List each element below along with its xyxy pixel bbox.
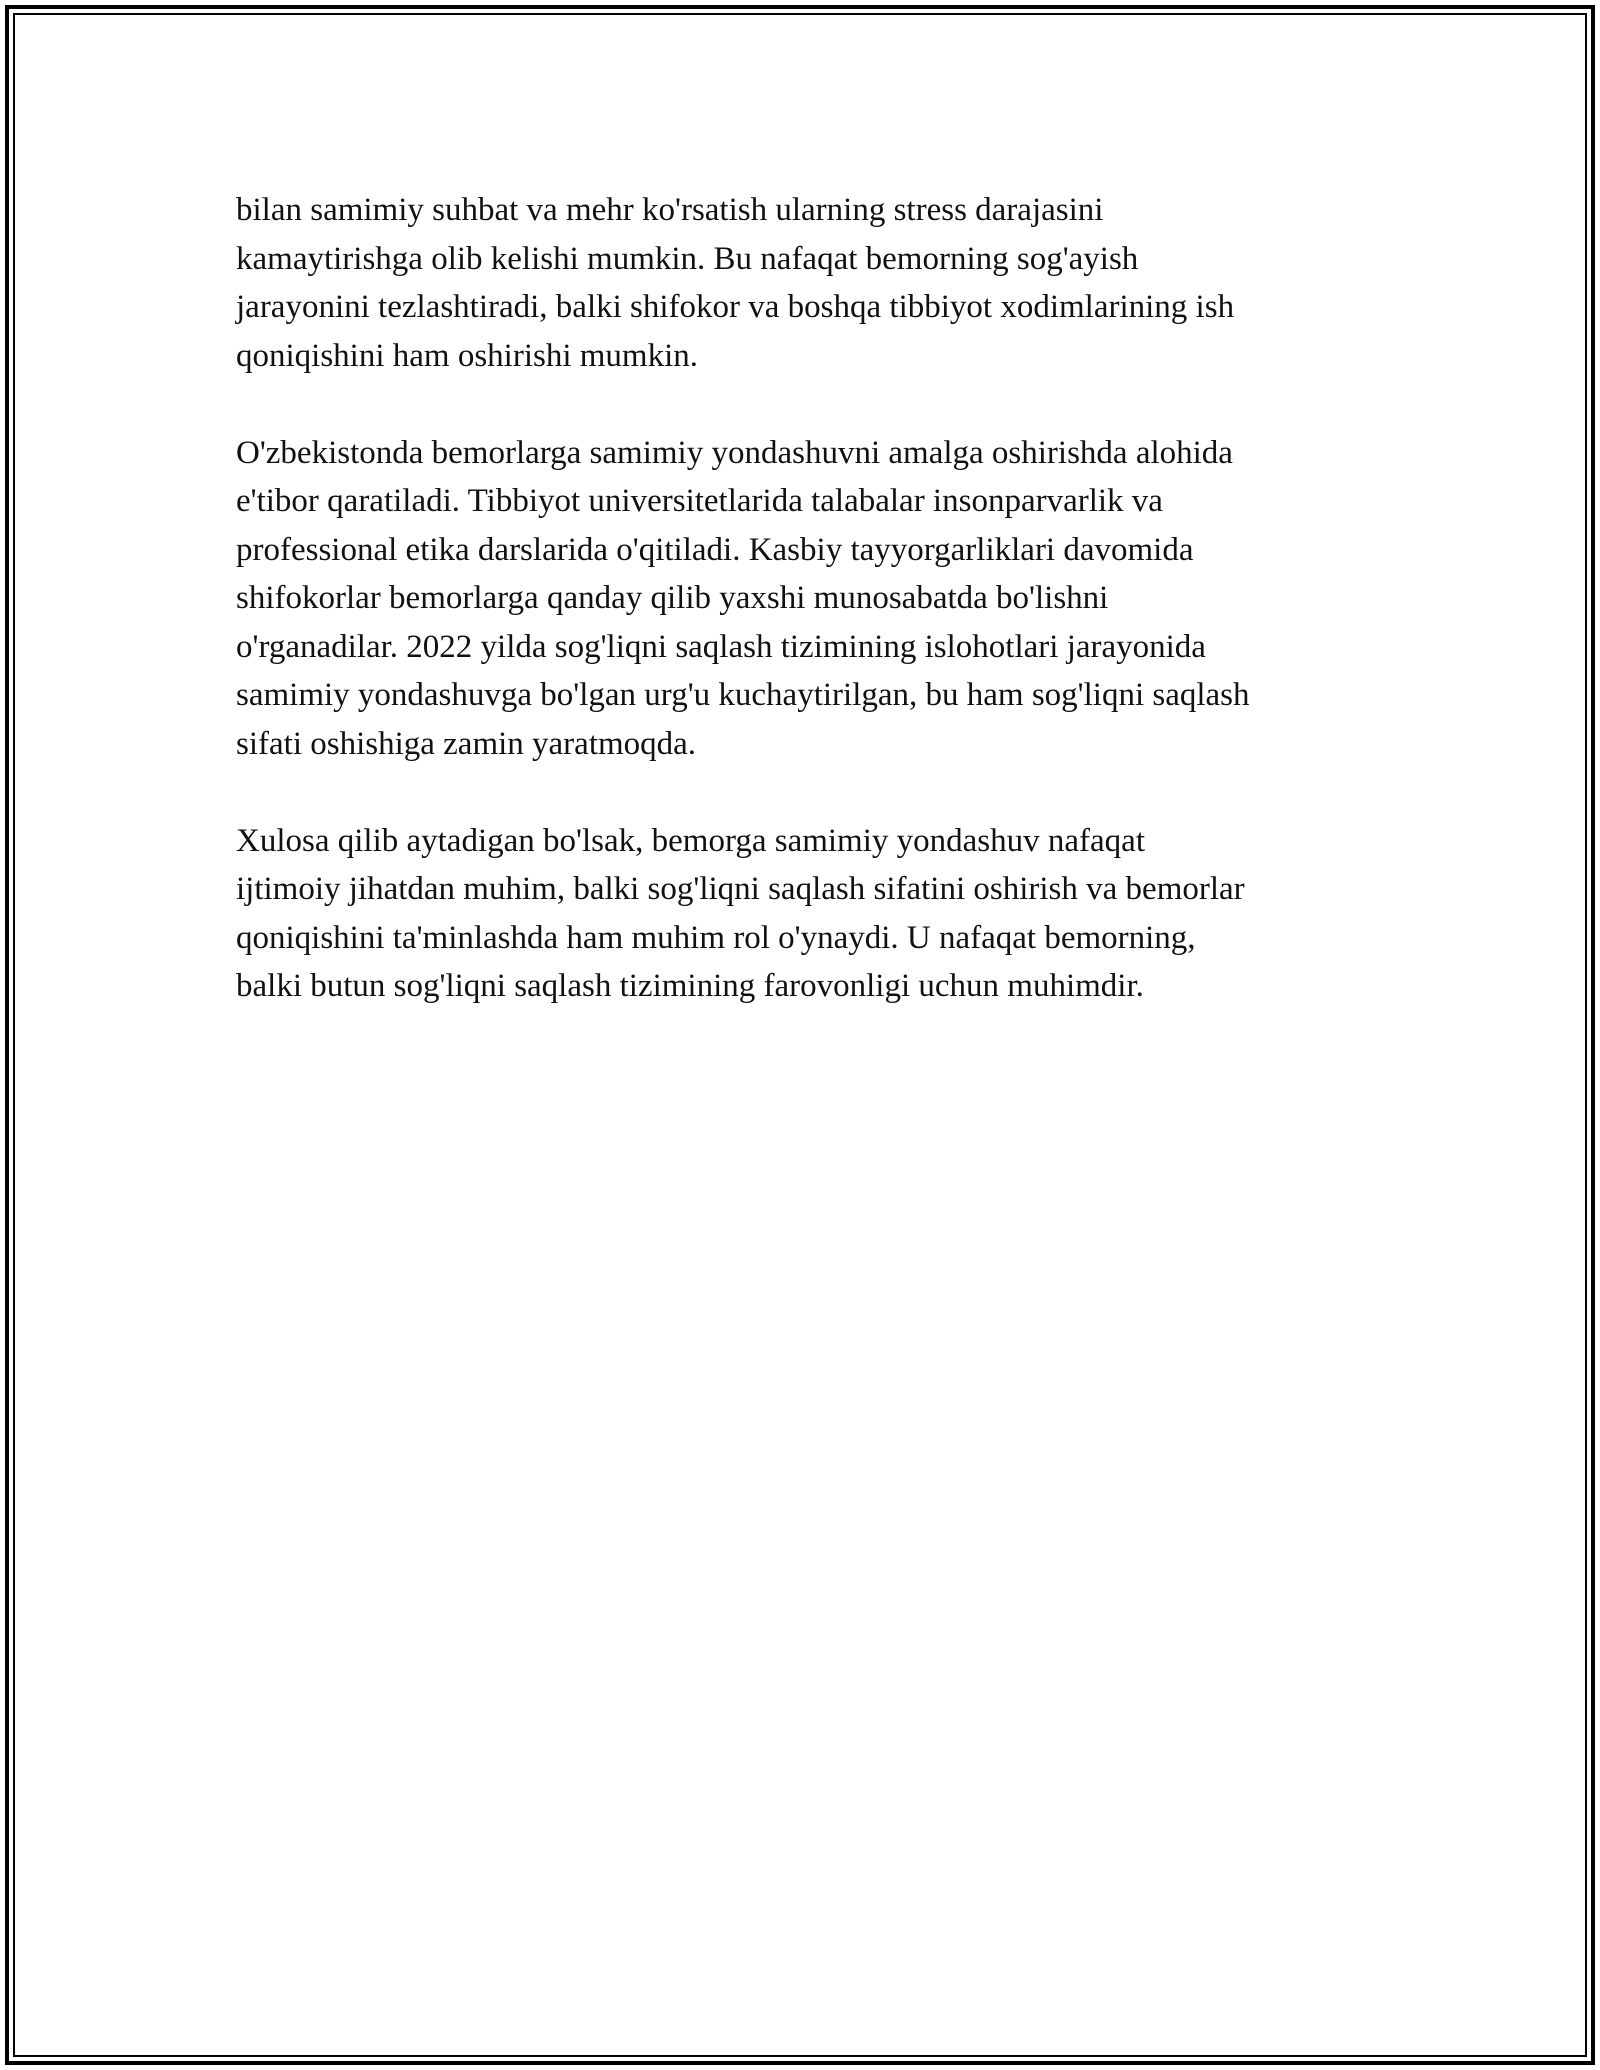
text-line: balki butun sog'liqni saqlash tizimining farovonligi uchun muhimdir. xyxy=(236,968,1144,1004)
text-line: sifati oshishiga zamin yaratmoqda. xyxy=(236,725,697,762)
text-line: kamaytirishga olib kelishi mumkin. Bu nafaqat bemorning sog'ayish xyxy=(236,240,1139,277)
document-body xyxy=(236,186,1376,1059)
text-line: ijtimoiy jihatdan muhim, balki sog'liqni saqlash sifatini oshirish va bemorlar xyxy=(236,871,1245,907)
text-line: shifokorlar bemorlarga qanday qilib yaxshi munosabatda bo'lishni xyxy=(236,580,1109,616)
text-line: Xulosa qilib aytadigan bo'lsak, bemorga samimiy yondashuv nafaqat xyxy=(236,822,1145,859)
paragraph-2 xyxy=(236,429,1376,769)
text-line: e'tibor qaratiladi. Tibbiyot universitetlarida talabalar insonparvarlik va xyxy=(236,483,1163,519)
paragraph-1 xyxy=(236,186,1376,380)
text-line: qoniqishini ham oshirishi mumkin. xyxy=(236,337,699,374)
text-line: samimiy yondashuvga bo'lgan urg'u kuchaytirilgan, bu ham sog'liqni saqlash xyxy=(236,677,1250,713)
text-line: professional etika darslarida o'qitiladi. Kasbiy tayyorgarliklari davomida xyxy=(236,531,1194,568)
text-line: jarayonini tezlashtiradi, balki shifokor va boshqa tibbiyot xodimlarining ish xyxy=(236,289,1235,325)
text-line: bilan samimiy suhbat va mehr ko'rsatish ularning stress darajasini xyxy=(236,192,1104,228)
text-line: qoniqishini ta'minlashda ham muhim rol o'ynaydi. U nafaqat bemorning, xyxy=(236,919,1196,956)
text-line: o'rganadilar. 2022 yilda sog'liqni saqlash tizimining islohotlari jarayonida xyxy=(236,628,1206,665)
text-line: O'zbekistonda bemorlarga samimiy yondashuvni amalga oshirishda alohida xyxy=(236,434,1233,471)
paragraph-3 xyxy=(236,817,1376,1011)
